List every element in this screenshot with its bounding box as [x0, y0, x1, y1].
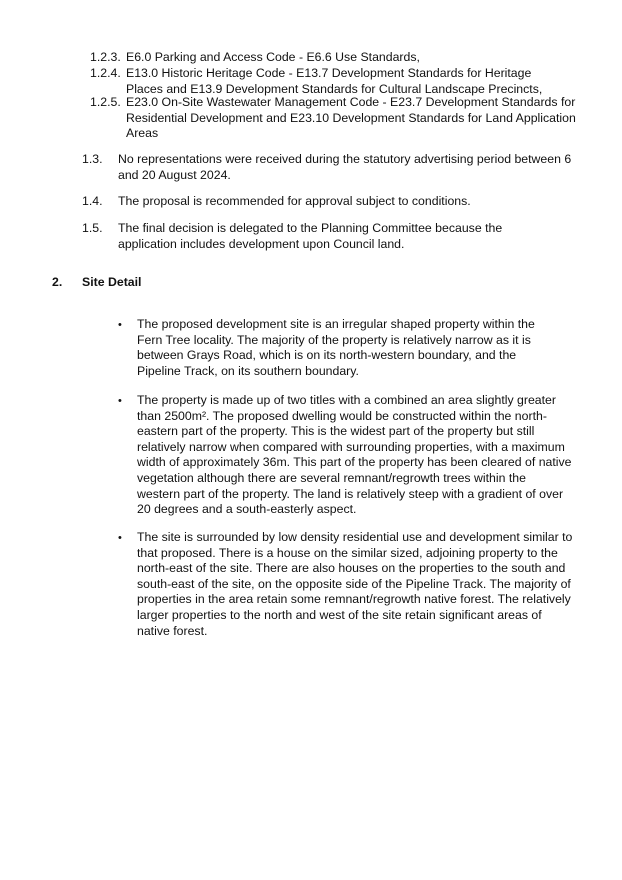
bullet-paragraph: The property is made up of two titles with a combined an area slightly greater than 2500m². The proposed dwelling would be constructed within the north-eastern part of the property. This is the widest part of the property but still relatively narrow when compared with surrounding properties, with a maximum width of approximately 36m. This part of the property has been cleared of native vegetation although there are several remnant/regrowth trees within the western part of the property. The land is relatively steep with a gradient of over 20 degrees and a south-easterly aspect.: [137, 393, 572, 517]
subitem-number: 1.2.3.: [90, 50, 121, 64]
subitem-text: E23.0 On-Site Wastewater Management Code - E23.7 Development Standards for Residential Development and E23.10 Development Standards for Land Application Areas: [126, 95, 576, 141]
section-number: 2.: [52, 275, 63, 289]
section-title: Site Detail: [82, 275, 142, 289]
item-number: 1.5.: [82, 221, 103, 235]
item-number: 1.4.: [82, 194, 103, 208]
item-number: 1.3.: [82, 152, 103, 166]
subitem-number: 1.2.5.: [90, 95, 121, 109]
bullet-paragraph: The proposed development site is an irregular shaped property within the Fern Tree locality. The majority of the property is relatively narrow as it is between Grays Road, which is on its north-western boundary, and the Pipeline Track, on its southern boundary.: [137, 317, 535, 378]
subitem-text: E13.0 Historic Heritage Code - E13.7 Development Standards for Heritage Places and E13.9 Development Standards for Cultural Landscape Precincts,: [126, 66, 543, 96]
bullet-marker: •: [118, 319, 122, 331]
item-text: No representations were received during the statutory advertising period between 6 and 20 August 2024.: [118, 152, 572, 182]
bullet-marker: •: [118, 532, 122, 544]
subitem-text: E6.0 Parking and Access Code - E6.6 Use Standards,: [126, 50, 420, 64]
subitem-number: 1.2.4.: [90, 66, 121, 80]
item-text: The proposal is recommended for approval subject to conditions.: [118, 194, 471, 208]
bullet-marker: •: [118, 395, 122, 407]
item-text: The final decision is delegated to the Planning Committee because the application includes development upon Council land.: [118, 221, 503, 251]
bullet-paragraph: The site is surrounded by low density residential use and development similar to that proposed. There is a house on the similar sized, adjoining property to the north-east of the site. There are also houses on the properties to the south and south-east of the site, on the opposite side of the Pipeline Track. The majority of properties in the area retain some remnant/regrowth native forest. The relatively larger properties to the north and west of the site retain significant areas of native forest.: [137, 530, 573, 638]
